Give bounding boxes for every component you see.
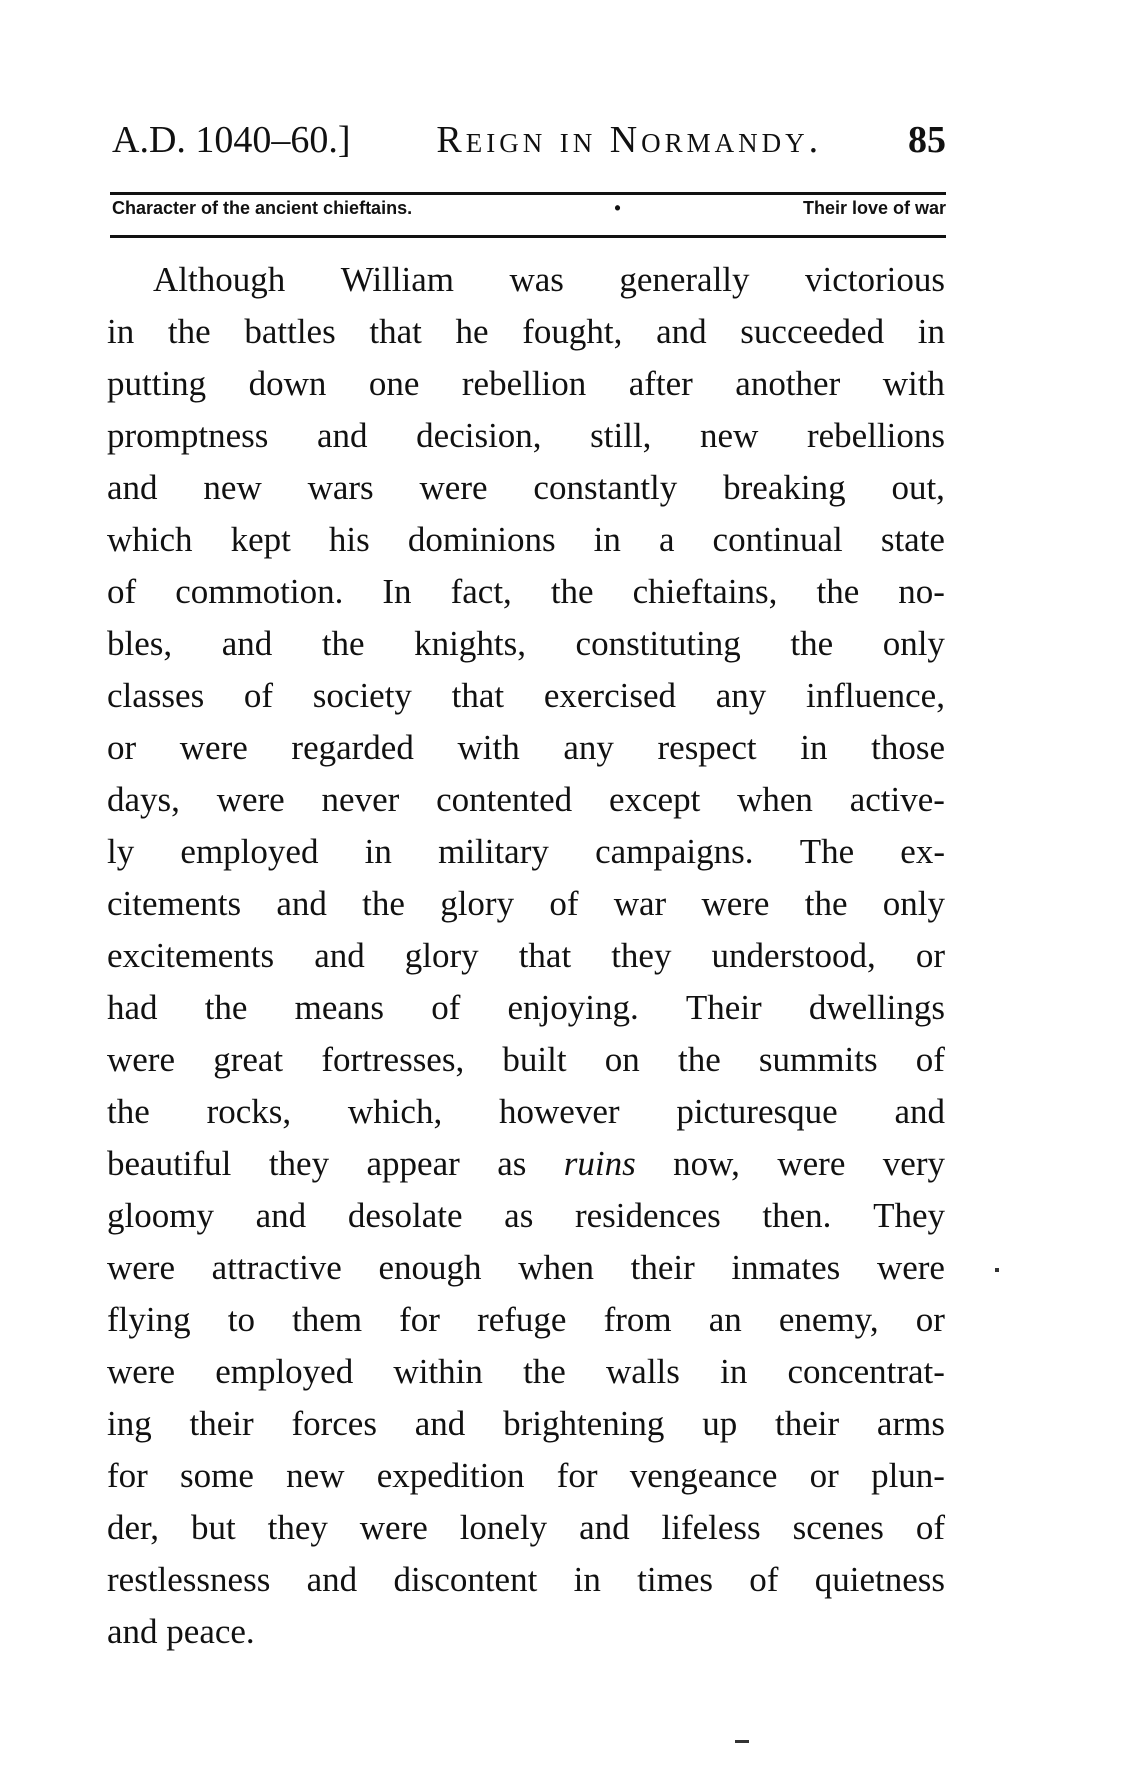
word: was xyxy=(509,260,564,299)
word: in xyxy=(573,1560,601,1599)
word: fact, xyxy=(450,572,512,611)
word: knights, xyxy=(414,624,526,663)
word: new xyxy=(203,468,262,507)
subheader-left: Character of the ancient chieftains. xyxy=(112,198,413,218)
word: and xyxy=(317,416,368,455)
word: never xyxy=(321,780,400,819)
word: refuge xyxy=(477,1300,567,1339)
text-line xyxy=(107,930,945,982)
word: classes xyxy=(107,676,205,715)
word: brightening xyxy=(503,1404,665,1443)
text-line xyxy=(107,1086,945,1138)
word: William xyxy=(340,260,454,299)
word: in xyxy=(720,1352,748,1391)
word: continual xyxy=(712,520,843,559)
text-line xyxy=(107,982,945,1034)
word: putting xyxy=(107,364,207,403)
word: and xyxy=(306,1560,358,1599)
word: and xyxy=(894,1092,945,1131)
word: the xyxy=(321,624,365,663)
word: in xyxy=(107,312,135,351)
word: and xyxy=(276,884,327,923)
word: when xyxy=(518,1248,594,1287)
word: succeeded xyxy=(740,312,885,351)
word: still, xyxy=(590,416,652,455)
word: their xyxy=(630,1248,695,1287)
text-line xyxy=(107,1138,945,1190)
word: beautiful xyxy=(107,1144,232,1183)
word: enough xyxy=(378,1248,482,1287)
word: in xyxy=(800,728,828,767)
text-line xyxy=(107,1190,945,1242)
word: of xyxy=(915,1508,945,1547)
top-rule xyxy=(110,192,946,195)
word: for xyxy=(556,1456,598,1495)
word: constituting xyxy=(575,624,741,663)
word: promptness xyxy=(107,416,269,455)
word: new xyxy=(700,416,759,455)
word: fought, xyxy=(522,312,623,351)
word: were xyxy=(107,1248,176,1287)
word: in xyxy=(364,832,392,871)
word: der, xyxy=(107,1508,160,1547)
word: the xyxy=(107,1092,150,1131)
word: as xyxy=(497,1144,527,1183)
word: another xyxy=(735,364,841,403)
word: expedition xyxy=(376,1456,525,1495)
word: were xyxy=(107,1352,176,1391)
word: concentrat- xyxy=(787,1352,945,1391)
word: days, xyxy=(107,780,180,819)
word: lonely xyxy=(459,1508,548,1547)
word: forces xyxy=(291,1404,377,1443)
word: and xyxy=(414,1404,466,1443)
word: chieftains, xyxy=(632,572,778,611)
word: of xyxy=(549,884,579,923)
word: of xyxy=(243,676,274,715)
word: employed xyxy=(215,1352,354,1391)
word: decision, xyxy=(416,416,542,455)
word: kept xyxy=(230,520,291,559)
word: of xyxy=(749,1560,779,1599)
word: of xyxy=(107,572,137,611)
word: society xyxy=(312,676,412,715)
word: one xyxy=(368,364,420,403)
word: times xyxy=(637,1560,713,1599)
word: were xyxy=(359,1508,428,1547)
word: means xyxy=(294,988,385,1027)
word: battles xyxy=(244,312,336,351)
word: ing xyxy=(107,1404,152,1443)
word: ex- xyxy=(900,832,945,871)
word: state xyxy=(880,520,945,559)
text-line xyxy=(107,1502,945,1554)
word: and xyxy=(255,1196,307,1235)
chapter-title: Reign in Normandy. xyxy=(436,119,823,161)
word: summits xyxy=(758,1040,878,1079)
word: residences xyxy=(574,1196,721,1235)
word: only xyxy=(882,624,945,663)
word: the xyxy=(362,884,405,923)
word: lifeless xyxy=(661,1508,761,1547)
word: an xyxy=(708,1300,742,1339)
subheader-right: Their love of war xyxy=(802,198,946,218)
word: breaking xyxy=(723,468,846,507)
word: and xyxy=(314,936,365,975)
word: excitements xyxy=(107,936,275,975)
word: which xyxy=(107,520,193,559)
word: regarded xyxy=(291,728,414,767)
word: dominions xyxy=(407,520,556,559)
word: fortresses, xyxy=(321,1040,465,1079)
subheader xyxy=(112,198,946,219)
word: except xyxy=(608,780,701,819)
word: of xyxy=(431,988,461,1027)
word: Their xyxy=(685,988,762,1027)
word: the xyxy=(550,572,594,611)
word: In xyxy=(382,572,412,611)
word: glory xyxy=(440,884,515,923)
word: gloomy xyxy=(107,1196,214,1235)
text-line xyxy=(107,1554,945,1606)
word: understood, xyxy=(711,936,876,975)
text-line xyxy=(107,254,945,306)
word: were xyxy=(777,1144,846,1183)
text-line xyxy=(107,618,945,670)
word: commotion. xyxy=(175,572,344,611)
word: active- xyxy=(849,780,945,819)
text-line xyxy=(107,306,945,358)
word: rocks, xyxy=(206,1092,292,1131)
word: influence, xyxy=(805,676,945,715)
word: great xyxy=(213,1040,284,1079)
word: with xyxy=(882,364,945,403)
word: glory xyxy=(404,936,479,975)
text-line xyxy=(107,462,945,514)
word: from xyxy=(603,1300,672,1339)
word: in xyxy=(593,520,621,559)
word: up xyxy=(702,1404,738,1443)
word: bles, xyxy=(107,624,173,663)
word: military xyxy=(438,832,549,871)
word: exercised xyxy=(543,676,676,715)
word: dwellings xyxy=(808,988,945,1027)
word: after xyxy=(628,364,693,403)
word: or xyxy=(107,728,137,767)
word: the xyxy=(677,1040,721,1079)
word: they xyxy=(268,1144,330,1183)
word: new xyxy=(286,1456,345,1495)
word: some xyxy=(180,1456,254,1495)
word: the xyxy=(790,624,834,663)
word: The xyxy=(799,832,855,871)
text-line xyxy=(107,1294,945,1346)
word: with xyxy=(457,728,520,767)
word: ruins xyxy=(563,1144,636,1183)
word: desolate xyxy=(347,1196,463,1235)
text-line xyxy=(107,774,945,826)
word: any xyxy=(715,676,767,715)
running-head xyxy=(112,118,946,168)
text-line xyxy=(107,878,945,930)
word: those xyxy=(871,728,945,767)
word: picturesque xyxy=(676,1092,838,1131)
word: only xyxy=(882,884,945,923)
word: flying xyxy=(107,1300,191,1339)
word: that xyxy=(369,312,422,351)
word: discontent xyxy=(393,1560,538,1599)
subheader-bullet: • xyxy=(614,198,621,218)
word: no- xyxy=(898,572,945,611)
word: citements xyxy=(107,884,242,923)
text-line xyxy=(107,670,945,722)
word: constantly xyxy=(533,468,678,507)
text-line xyxy=(107,514,945,566)
word: built xyxy=(502,1040,567,1079)
word: were xyxy=(419,468,488,507)
word: had xyxy=(107,988,158,1027)
body-text xyxy=(107,254,945,1658)
bottom-rule xyxy=(110,235,946,238)
word: of xyxy=(915,1040,945,1079)
word: or xyxy=(809,1456,839,1495)
text-line xyxy=(107,410,945,462)
date-range: A.D. 1040–60.] xyxy=(112,119,351,161)
text-line xyxy=(107,1346,945,1398)
word: for xyxy=(399,1300,440,1339)
word: scenes xyxy=(792,1508,884,1547)
word: Although xyxy=(153,260,286,299)
word: them xyxy=(292,1300,363,1339)
word: and xyxy=(221,624,273,663)
word: quietness xyxy=(814,1560,945,1599)
word: respect xyxy=(657,728,757,767)
word: and xyxy=(656,312,707,351)
text-line xyxy=(107,358,945,410)
text-line xyxy=(107,1398,945,1450)
word: plun- xyxy=(871,1456,945,1495)
word: the xyxy=(523,1352,566,1391)
word: rebellions xyxy=(806,416,945,455)
text-line xyxy=(107,826,945,878)
word: that xyxy=(451,676,505,715)
word: They xyxy=(873,1196,945,1235)
word: employed xyxy=(180,832,319,871)
word: walls xyxy=(606,1352,680,1391)
text-line xyxy=(107,722,945,774)
word: a xyxy=(658,520,675,559)
word: enemy, xyxy=(778,1300,879,1339)
text-line xyxy=(107,1450,945,1502)
page-number: 85 xyxy=(907,119,946,161)
word: their xyxy=(775,1404,840,1443)
word: and xyxy=(579,1508,630,1547)
word: and xyxy=(107,468,158,507)
word: which, xyxy=(347,1092,443,1131)
word: or xyxy=(915,936,945,975)
word: however xyxy=(499,1092,620,1131)
word: contented xyxy=(436,780,573,819)
word: out, xyxy=(891,468,945,507)
word: the xyxy=(204,988,248,1027)
word: the xyxy=(804,884,848,923)
word: or xyxy=(915,1300,945,1339)
word: to xyxy=(227,1300,255,1339)
text-line xyxy=(107,1242,945,1294)
word: now, xyxy=(673,1144,740,1183)
word: the xyxy=(167,312,211,351)
word: campaigns. xyxy=(595,832,754,871)
word: he xyxy=(455,312,489,351)
word: ly xyxy=(107,832,135,871)
word: as xyxy=(504,1196,534,1235)
word: war xyxy=(613,884,667,923)
word: but xyxy=(190,1508,236,1547)
text-line xyxy=(107,1034,945,1086)
word: were xyxy=(876,1248,945,1287)
word: restlessness xyxy=(107,1560,271,1599)
text-line-content: and peace. xyxy=(107,1612,255,1651)
word: vengeance xyxy=(629,1456,778,1495)
word: rebellion xyxy=(461,364,587,403)
word: their xyxy=(189,1404,254,1443)
word: attractive xyxy=(211,1248,342,1287)
word: wars xyxy=(307,468,374,507)
word: his xyxy=(328,520,370,559)
word: were xyxy=(107,1040,176,1079)
text-line xyxy=(107,1606,945,1658)
word: were xyxy=(179,728,248,767)
word: very xyxy=(882,1144,945,1183)
word: were xyxy=(701,884,770,923)
word: the xyxy=(816,572,860,611)
word: in xyxy=(917,312,945,351)
word: any xyxy=(563,728,614,767)
word: that xyxy=(518,936,572,975)
word: they xyxy=(267,1508,328,1547)
word: when xyxy=(737,780,813,819)
word: then. xyxy=(762,1196,832,1235)
word: victorious xyxy=(805,260,945,299)
word: for xyxy=(107,1456,148,1495)
word: enjoying. xyxy=(507,988,639,1027)
word: down xyxy=(248,364,327,403)
word: on xyxy=(604,1040,640,1079)
word: within xyxy=(393,1352,483,1391)
text-line xyxy=(107,566,945,618)
word: were xyxy=(216,780,285,819)
scan-dash xyxy=(735,1740,749,1743)
word: they xyxy=(611,936,672,975)
word: inmates xyxy=(731,1248,841,1287)
scan-speck xyxy=(995,1268,999,1272)
word: generally xyxy=(619,260,750,299)
word: appear xyxy=(366,1144,460,1183)
word: arms xyxy=(876,1404,945,1443)
